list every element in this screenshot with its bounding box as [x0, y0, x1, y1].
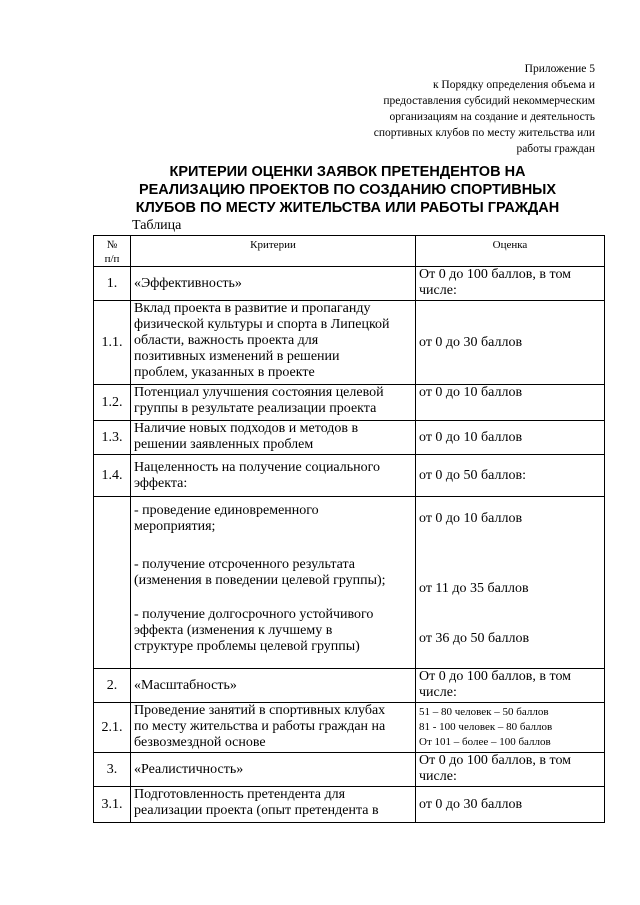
criteria-line: - проведение единовременного	[134, 503, 319, 518]
criteria-line: области, важность проекта для	[134, 333, 319, 348]
header-num-line: п/п	[104, 253, 120, 265]
table-row	[94, 301, 605, 385]
criteria-line: по месту жительства и работы граждан на	[134, 719, 386, 734]
row-criteria	[131, 703, 416, 753]
title-line: КЛУБОВ ПО МЕСТУ ЖИТЕЛЬСТВА ИЛИ РАБОТЫ ГРАЖДАН	[135, 200, 560, 216]
score-line: От 0 до 100 баллов, в том	[419, 669, 572, 684]
score-line: 51 – 80 человек – 50 баллов	[419, 706, 549, 718]
score-line: От 0 до 100 баллов, в том	[419, 753, 572, 768]
criteria-line: безвозмездной основе	[134, 735, 266, 750]
criteria-line: позитивных изменений в решении	[134, 349, 340, 364]
row-num: 3.1.	[94, 787, 131, 823]
row-score	[416, 421, 605, 455]
table-row	[94, 455, 605, 497]
table-row	[94, 703, 605, 753]
appendix-reference	[325, 61, 595, 157]
table-row	[94, 497, 605, 669]
row-num: 1.	[94, 267, 131, 301]
score-line: от 0 до 10 баллов	[419, 429, 523, 445]
criteria-line: Потенциал улучшения состояния целевой	[134, 385, 384, 400]
criteria-line: мероприятия;	[134, 519, 216, 534]
score-line: от 0 до 10 баллов	[419, 511, 523, 526]
criteria-line: - получение отсроченного результата	[134, 557, 355, 572]
row-num: 3.	[94, 753, 131, 787]
score-line: От 0 до 100 баллов, в том	[419, 267, 572, 282]
header-criteria: Критерии	[131, 236, 416, 267]
criteria-line: структуре проблемы целевой группы)	[134, 639, 360, 654]
score-line: числе:	[419, 769, 457, 784]
score-line: От 101 – более – 100 баллов	[419, 736, 551, 748]
table-row	[94, 267, 605, 301]
row-criteria	[131, 267, 416, 301]
table-row	[94, 421, 605, 455]
row-score	[416, 787, 605, 823]
row-score	[416, 497, 605, 669]
score-line: 81 - 100 человек – 80 баллов	[419, 721, 553, 733]
table-header-row	[94, 236, 605, 267]
table-row	[94, 753, 605, 787]
title-line: РЕАЛИЗАЦИЮ ПРОЕКТОВ ПО СОЗДАНИЮ СПОРТИВНЫХ	[138, 182, 557, 198]
criteria-line: «Масштабность»	[134, 677, 237, 693]
appendix-line: спортивных клубов по месту жительства или	[373, 127, 595, 139]
score-line: от 36 до 50 баллов	[419, 631, 530, 646]
criteria-line: Вклад проекта в развитие и пропаганду	[134, 301, 371, 316]
appendix-line: работы граждан	[516, 143, 595, 155]
table-caption: Таблица	[132, 218, 182, 233]
score-line: от 0 до 30 баллов	[419, 796, 523, 812]
criteria-line: Подготовленность претендента для	[134, 787, 346, 802]
appendix-line: организациям на создание и деятельность	[389, 111, 595, 123]
document-title	[95, 163, 600, 217]
row-num	[94, 497, 131, 669]
table-row	[94, 385, 605, 421]
appendix-line: Приложение 5	[524, 63, 595, 75]
row-num: 2.	[94, 669, 131, 703]
row-num: 1.2.	[94, 385, 131, 421]
criteria-line: Наличие новых подходов и методов в	[134, 421, 359, 436]
appendix-line: предоставления субсидий некоммерческим	[383, 95, 595, 107]
table-row	[94, 669, 605, 703]
row-criteria	[131, 497, 416, 669]
row-criteria	[131, 301, 416, 385]
criteria-line: (изменения в поведении целевой группы);	[134, 573, 386, 588]
row-num: 1.3.	[94, 421, 131, 455]
criteria-line: эффекта (изменения к лучшему в	[134, 623, 333, 638]
criteria-line: - получение долгосрочного устойчивого	[134, 607, 374, 622]
row-criteria	[131, 455, 416, 497]
row-num: 1.1.	[94, 301, 131, 385]
criteria-table	[93, 235, 605, 823]
row-score	[416, 753, 605, 787]
row-score	[416, 455, 605, 497]
score-line: числе:	[419, 685, 457, 700]
row-score	[416, 301, 605, 385]
appendix-line: к Порядку определения объема и	[432, 79, 595, 91]
criteria-line: группы в результате реализации проекта	[134, 401, 377, 416]
row-num: 1.4.	[94, 455, 131, 497]
row-score	[416, 267, 605, 301]
criteria-line: Проведение занятий в спортивных клубах	[134, 703, 386, 718]
row-num: 2.1.	[94, 703, 131, 753]
row-criteria	[131, 753, 416, 787]
row-criteria	[131, 787, 416, 823]
row-criteria	[131, 421, 416, 455]
row-criteria	[131, 669, 416, 703]
score-line: от 11 до 35 баллов	[419, 581, 529, 596]
table-row	[94, 787, 605, 823]
criteria-line: Нацеленность на получение социального	[134, 459, 381, 475]
criteria-line: «Эффективность»	[134, 275, 242, 291]
header-score: Оценка	[416, 236, 605, 267]
header-num	[94, 236, 131, 267]
row-score	[416, 669, 605, 703]
row-score	[416, 385, 605, 421]
criteria-line: физической культуры и спорта в Липецкой	[134, 317, 390, 332]
row-score	[416, 703, 605, 753]
criteria-line: проблем, указанных в проекте	[134, 365, 315, 380]
criteria-line: эффекта:	[134, 475, 188, 491]
score-line: от 0 до 10 баллов	[419, 385, 523, 400]
row-criteria	[131, 385, 416, 421]
score-line: от 0 до 50 баллов:	[419, 467, 526, 483]
criteria-line: «Реалистичность»	[134, 761, 244, 777]
title-line: КРИТЕРИИ ОЦЕНКИ ЗАЯВОК ПРЕТЕНДЕНТОВ НА	[169, 164, 526, 180]
score-line: числе:	[419, 283, 457, 298]
criteria-line: решении заявленных проблем	[134, 437, 314, 452]
header-num-line: №	[106, 239, 118, 251]
score-line: от 0 до 30 баллов	[419, 334, 523, 350]
criteria-line: реализации проекта (опыт претендента в	[134, 803, 379, 818]
